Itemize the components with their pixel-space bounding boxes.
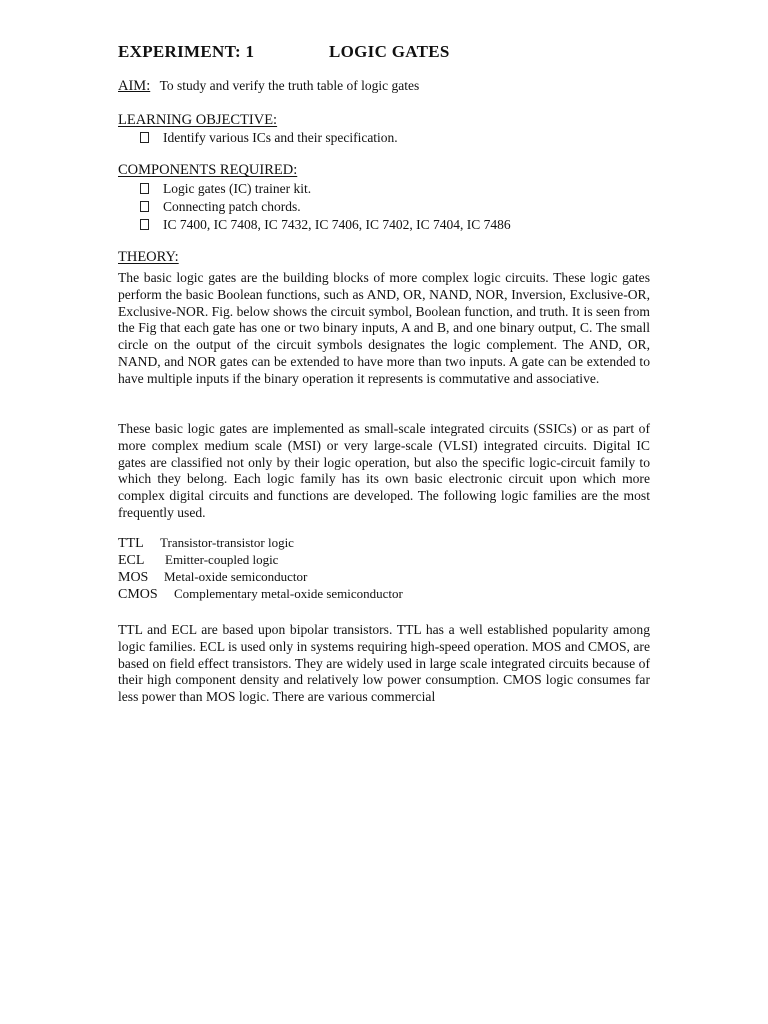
family-name: Transistor-transistor logic (160, 535, 294, 550)
aim-label: AIM: (118, 78, 151, 94)
bullet-icon (140, 183, 149, 194)
list-item (118, 534, 403, 551)
learning-objective-label: LEARNING OBJECTIVE: (118, 112, 278, 128)
theory-paragraph-1: The basic logic gates are the building blocks of more complex logic circuits. These logic gates perform the basic Boolean functions, such as AND, OR, NAND, NOR, Inversion, Exclusive-OR, Exclusive-NOR. Fig. below shows the circuit symbol, Boolean function, and truth. It is seen from the Fig that each gate has one or two binary inputs, A and B, and one binary output, C. The small circle on the output of the circuit symbols designates the logic complement. The AND, OR, NAND, and NOR gates can be extended to have more than two inputs. A gate can be extended to have multiple inputs if the binary operation it represents is commutative and associative. (118, 270, 650, 386)
bullet-icon (140, 219, 149, 230)
list-item (118, 585, 403, 602)
theory-paragraph-3: TTL and ECL are based upon bipolar transistors. TTL has a well established popularity among logic families. ECL is used only in systems requiring high-speed operation. MOS and CMOS, are based on field effect transistors. They are widely used in large scale integrated circuits because of their high component density and relatively low power consumption. CMOS logic consumes far less power than MOS logic. There are various commercial (118, 622, 650, 705)
theory-paragraph-2: These basic logic gates are implemented as small-scale integrated circuits (SSICs) or as part of more complex medium scale (MSI) or very large-scale (VLSI) integrated circuits. Digital IC gates are classified not only by their logic operation, but also the specific logic-circuit family to which they belong. Each logic family has its own basic electronic circuit upon which more complex digital circuits and functions are developed. The following logic families are the most frequently used. (118, 421, 650, 520)
aim-text: To study and verify the truth table of logic gates (159, 78, 420, 93)
bullet-icon (140, 201, 149, 212)
document-heading (118, 42, 450, 62)
list-item: Identify various ICs and their specification. (140, 129, 398, 147)
family-name: Complementary metal-oxide semiconductor (174, 586, 403, 601)
components-list (140, 180, 511, 234)
list-item: IC 7400, IC 7408, IC 7432, IC 7406, IC 7402, IC 7404, IC 7486 (140, 216, 511, 234)
theory-label: THEORY: (118, 249, 179, 265)
family-name: Emitter-coupled logic (165, 552, 279, 567)
list-item (118, 551, 403, 568)
bullet-icon (140, 132, 149, 143)
experiment-number: EXPERIMENT: 1 (118, 42, 255, 61)
learning-objective-list (140, 129, 398, 147)
family-name: Metal-oxide semiconductor (164, 569, 308, 584)
logic-family-list (118, 534, 403, 602)
components-label: COMPONENTS REQUIRED: (118, 162, 298, 178)
family-abbreviation: ECL (118, 553, 145, 568)
experiment-topic: LOGIC GATES (329, 42, 450, 61)
list-item: Connecting patch chords. (140, 198, 511, 216)
aim-line (118, 78, 419, 95)
family-abbreviation: TTL (118, 536, 144, 551)
list-item (118, 568, 403, 585)
family-abbreviation: MOS (118, 570, 149, 585)
family-abbreviation: CMOS (118, 587, 158, 602)
list-item: Logic gates (IC) trainer kit. (140, 180, 511, 198)
